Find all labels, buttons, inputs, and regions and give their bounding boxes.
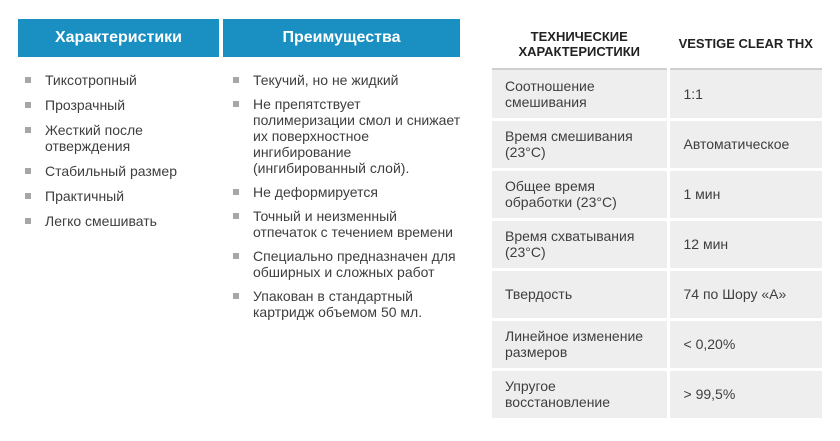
spec-label: Упругое восстановление	[492, 369, 668, 419]
advantage-item: Текучий, но не жидкий	[233, 72, 463, 88]
spec-table-header-row	[492, 19, 822, 69]
spec-value: 12 мин	[668, 219, 822, 269]
table-row	[492, 69, 822, 119]
spec-value: > 99,5%	[668, 369, 822, 419]
spec-header-characteristics: ТЕХНИЧЕСКИЕ ХАРАКТЕРИСТИКИ	[492, 19, 668, 69]
advantages-header: Преимущества	[223, 19, 460, 57]
spec-value: < 0,20%	[668, 319, 822, 369]
table-row	[492, 369, 822, 419]
feature-item: Тиксотропный	[25, 72, 215, 88]
advantages-list	[233, 72, 463, 328]
spec-header-product: VESTIGE CLEAR THX	[668, 19, 822, 69]
spec-label: Линейное изменение размеров	[492, 319, 668, 369]
feature-item: Практичный	[25, 188, 215, 204]
feature-item: Стабильный размер	[25, 163, 215, 179]
advantage-item: Упакован в стандартный картридж объемом 50 мл.	[233, 288, 463, 320]
spec-label: Соотношение смешивания	[492, 69, 668, 119]
advantage-item: Не препятствует полимеризации смол и снижает их поверхностное ингибирование (ингибированный слой).	[233, 96, 463, 176]
spec-label: Общее время обработки (23°C)	[492, 169, 668, 219]
spec-value: 1:1	[668, 69, 822, 119]
table-row	[492, 169, 822, 219]
feature-item: Легко смешивать	[25, 213, 215, 229]
advantage-item: Точный и неизменный отпечаток с течением времени	[233, 208, 463, 240]
spec-label: Время схватывания (23°C)	[492, 219, 668, 269]
advantage-item: Не деформируется	[233, 184, 463, 200]
advantage-item: Специально предназначен для обширных и сложных работ	[233, 248, 463, 280]
features-list	[25, 72, 215, 238]
table-row	[492, 219, 822, 269]
spec-table	[492, 19, 822, 421]
spec-label: Время смешивания (23°C)	[492, 119, 668, 169]
spec-label: Твердость	[492, 269, 668, 319]
table-row	[492, 119, 822, 169]
features-header: Характеристики	[18, 19, 219, 57]
feature-item: Жесткий после отверждения	[25, 122, 215, 154]
spec-value: 1 мин	[668, 169, 822, 219]
table-row	[492, 269, 822, 319]
spec-value: Автоматическое	[668, 119, 822, 169]
spec-value: 74 по Шору «A»	[668, 269, 822, 319]
table-row	[492, 319, 822, 369]
feature-item: Прозрачный	[25, 97, 215, 113]
